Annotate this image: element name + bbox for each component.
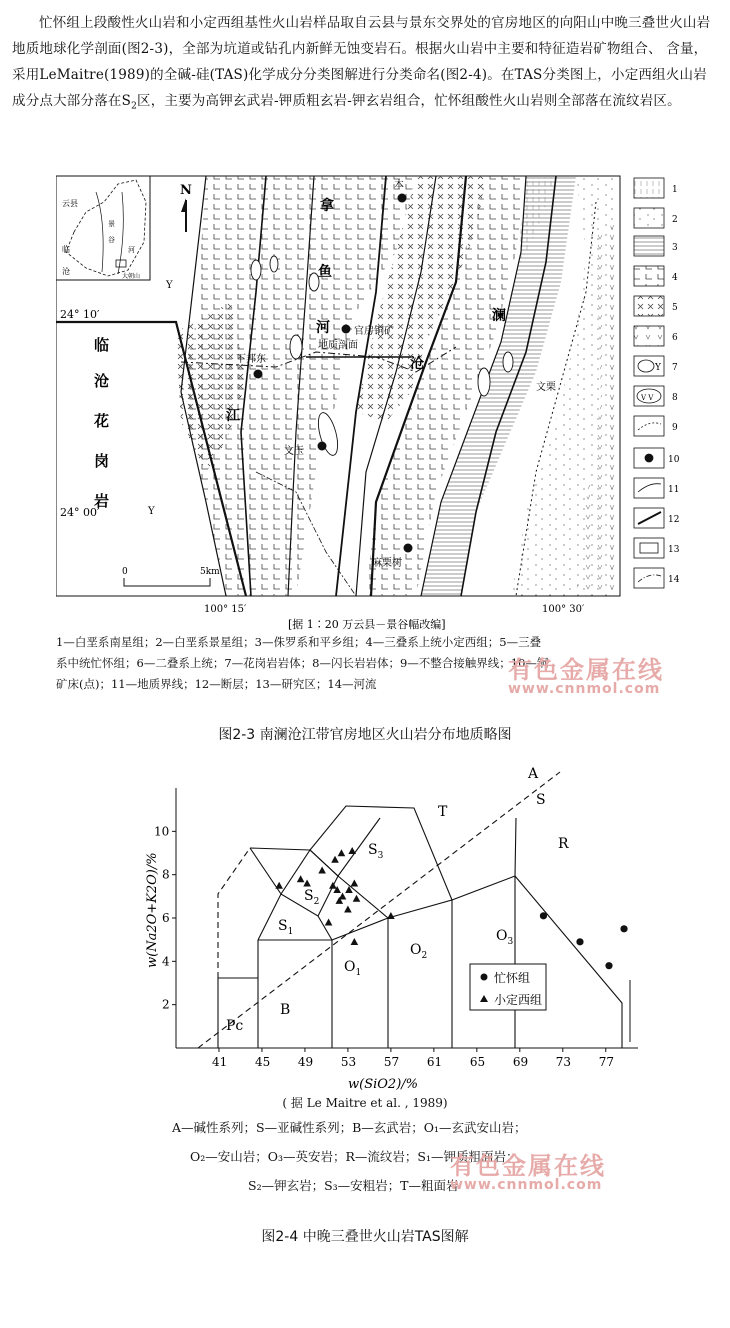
svg-text:V V: V V <box>641 394 654 402</box>
svg-text:本: 本 <box>394 180 404 191</box>
manghuai-point <box>540 912 547 919</box>
svg-text:临: 临 <box>94 336 110 354</box>
svg-text:9: 9 <box>672 423 678 433</box>
svg-text:地质剖面: 地质剖面 <box>318 340 358 351</box>
figure-2-4-caption: 图2-4 中晚三叠世火山岩TAS图解 <box>261 1229 469 1245</box>
abbr-line: A—碱性系列；S—亚碱性系列；B—玄武岩；O₁—玄武安山岩； <box>172 1120 527 1135</box>
xiaodingxi-point <box>303 880 311 887</box>
x-tick-label: 61 <box>426 1055 443 1069</box>
field-B: B <box>280 1002 291 1018</box>
x-tick-label: 65 <box>469 1055 486 1069</box>
field-O2: $O_2$ <box>410 942 428 961</box>
x-tick-label: 73 <box>555 1055 572 1069</box>
svg-text:鱼: 鱼 <box>318 264 332 280</box>
map-source: [据 1∶20 万云县－景谷幅改编] <box>288 618 446 631</box>
svg-text:10: 10 <box>668 455 680 465</box>
x-tick-label: 77 <box>598 1055 615 1069</box>
xiaodingxi-point <box>297 875 305 882</box>
map-legend <box>634 178 664 588</box>
y-mark-1: Y <box>166 280 173 291</box>
map-legend-numbers <box>668 185 680 585</box>
svg-text:文玉: 文玉 <box>284 446 304 457</box>
svg-text:岩: 岩 <box>94 492 110 510</box>
tas-abbreviations <box>160 1113 660 1200</box>
field-Pc: Pc <box>226 1018 244 1034</box>
series-S: S <box>536 792 546 808</box>
svg-text:N: N <box>180 183 192 198</box>
watermark-2: 有色金属在线 www.cnnmol.com <box>450 1152 606 1193</box>
svg-text:沧: 沧 <box>410 356 424 372</box>
xiaodingxi-point <box>329 882 337 889</box>
lon-right-label: 100° 30′ <box>542 604 585 615</box>
tas-diagram <box>140 758 660 1098</box>
intro-text-2: 区，主要为高钾玄武岩-钾质粗玄岩-钾玄岩组合，忙怀组酸性火山岩则全部落在流纹岩区。 <box>137 93 681 109</box>
inset-map <box>56 176 150 280</box>
svg-text:6: 6 <box>672 333 678 343</box>
svg-text:5km: 5km <box>200 567 220 577</box>
xiaodingxi-point <box>325 919 333 926</box>
x-tick-label: 69 <box>512 1055 529 1069</box>
svg-text:沧: 沧 <box>94 372 110 390</box>
y-tick-label: 10 <box>154 824 170 839</box>
abbr-line: S₂—钾玄岩；S₃—安粗岩；T—粗面岩 <box>248 1178 459 1193</box>
field-S2: $S_2$ <box>304 888 320 907</box>
svg-text:2: 2 <box>672 215 678 225</box>
series-A: A <box>528 766 539 782</box>
svg-text:河: 河 <box>128 246 135 254</box>
svg-text:云县: 云县 <box>62 199 78 208</box>
y-mark-2: Y <box>148 506 155 517</box>
svg-text:3: 3 <box>672 243 678 253</box>
x-tick-label: 41 <box>211 1055 228 1069</box>
svg-text:大朝山: 大朝山 <box>122 273 141 280</box>
svg-text:14: 14 <box>668 575 680 585</box>
map-notes <box>56 632 684 695</box>
xiaodingxi-point <box>331 856 339 863</box>
manghuai-point <box>576 938 583 945</box>
x-tick-label: 53 <box>340 1055 357 1069</box>
svg-text:景: 景 <box>108 220 115 228</box>
lon-left-label: 100° 15′ <box>204 604 247 615</box>
svg-text:岗: 岗 <box>94 452 110 470</box>
y-tick-label: 2 <box>162 997 170 1012</box>
svg-text:1: 1 <box>672 185 678 195</box>
x-ticks <box>212 1048 614 1069</box>
svg-text:沧: 沧 <box>62 267 70 276</box>
svg-text:4: 4 <box>672 273 678 283</box>
y-axis-label: w(Na2O+K2O)/% <box>145 852 160 968</box>
map-note-line: 1—白垩系南星组；2—白垩系景星组；3—侏罗系和平乡组；4—三叠系上统小定西组；5—三叠 <box>56 635 542 649</box>
svg-text:文栗: 文栗 <box>536 382 556 393</box>
svg-text:官房铜矿: 官房铜矿 <box>354 326 394 337</box>
svg-text:12: 12 <box>668 515 680 525</box>
xiaodingxi-point <box>351 880 359 887</box>
svg-text:7: 7 <box>672 363 678 373</box>
svg-text:麻栗树: 麻栗树 <box>372 558 402 569</box>
svg-text:江: 江 <box>226 408 240 424</box>
y-tick-label: 8 <box>162 867 170 882</box>
x-axis-label: w(SiO2)/% <box>348 1077 418 1092</box>
svg-text:澜: 澜 <box>492 308 506 324</box>
svg-text:谷: 谷 <box>108 236 115 244</box>
field-R: R <box>558 836 569 852</box>
tas-legend <box>470 964 546 1010</box>
xiaodingxi-point <box>344 906 352 913</box>
xiaodingxi-point <box>318 867 326 874</box>
xiaodingxi-point <box>338 849 346 856</box>
field-O1: $O_1$ <box>344 959 362 978</box>
x-tick-label: 49 <box>297 1055 314 1069</box>
x-tick-label: 45 <box>254 1055 271 1069</box>
svg-text:忙怀组: 忙怀组 <box>494 971 531 985</box>
manghuai-point <box>605 962 612 969</box>
xiaodingxi-point <box>353 895 361 902</box>
y-tick-label: 4 <box>162 954 170 969</box>
intro-paragraph <box>12 10 718 120</box>
y-tick-label: 6 <box>162 911 170 925</box>
xiaodingxi-point <box>275 882 283 889</box>
intro-sub: 2 <box>131 101 137 112</box>
xiaodingxi-point <box>348 847 356 854</box>
lat-bottom-label: 24° 00′ <box>60 506 100 519</box>
map-note-line: 系中统忙怀组；6—二叠系上统；7—花岗岩岩体；8—闪长岩岩体；9—不整合接触界线；10—铜 <box>56 656 549 670</box>
svg-text:5: 5 <box>672 303 678 313</box>
svg-text:下邦东: 下邦东 <box>236 354 266 365</box>
svg-text:临: 临 <box>62 245 70 254</box>
svg-text:11: 11 <box>668 485 680 495</box>
map-note-line: 矿床(点)；11—地质界线；12—断层；13—研究区；14—河流 <box>56 677 377 691</box>
x-tick-label: 57 <box>383 1055 400 1069</box>
svg-text:花: 花 <box>94 412 110 430</box>
svg-text:0: 0 <box>122 567 128 577</box>
watermark-1: 有色金属在线 www.cnnmol.com <box>508 656 664 697</box>
geologic-map <box>56 172 684 698</box>
field-S1: $S_1$ <box>278 918 294 937</box>
svg-text:小定西组: 小定西组 <box>494 993 543 1007</box>
intro-text-1: 忙怀组上段酸性火山岩和小定西组基性火山岩样品取自云县与景东交界处的官房地区的向阳山中晚三叠世火山岩地质地球化学剖面(图2-3)，全部为坑道或钻孔内新鲜无蚀变岩石。根据火山岩中主要和特征造岩矿物组合、 含量，采用LeMaitre(1989)的全碱-硅(TAS)化学成分分类图解进行分类命名(图2-4)。在TAS分类图上，小定西组火山岩成分点大部分落在S <box>12 15 711 109</box>
manghuai-point <box>620 925 627 932</box>
xiaodingxi-point <box>351 938 359 945</box>
field-S3: $S_3$ <box>368 842 384 861</box>
xiaodingxi-point <box>387 912 395 919</box>
svg-text:拿: 拿 <box>320 198 334 214</box>
svg-text:8: 8 <box>672 393 678 403</box>
figure-2-3-caption: 图2-3 南澜沧江带官房地区火山岩分布地质略图 <box>218 727 512 743</box>
field-T: T <box>438 804 448 820</box>
svg-text:河: 河 <box>316 320 330 336</box>
field-O3: $O_3$ <box>496 928 514 947</box>
svg-text:13: 13 <box>668 545 680 555</box>
svg-text:Y: Y <box>655 363 661 373</box>
lat-top-label: 24° 10′ <box>60 308 100 321</box>
abbr-line: O₂—安山岩；O₃—英安岩；R—流纹岩；S₁—钾质粗面岩； <box>190 1149 519 1164</box>
tas-source: ( 据 Le Maitre et al. , 1989) <box>282 1096 448 1110</box>
